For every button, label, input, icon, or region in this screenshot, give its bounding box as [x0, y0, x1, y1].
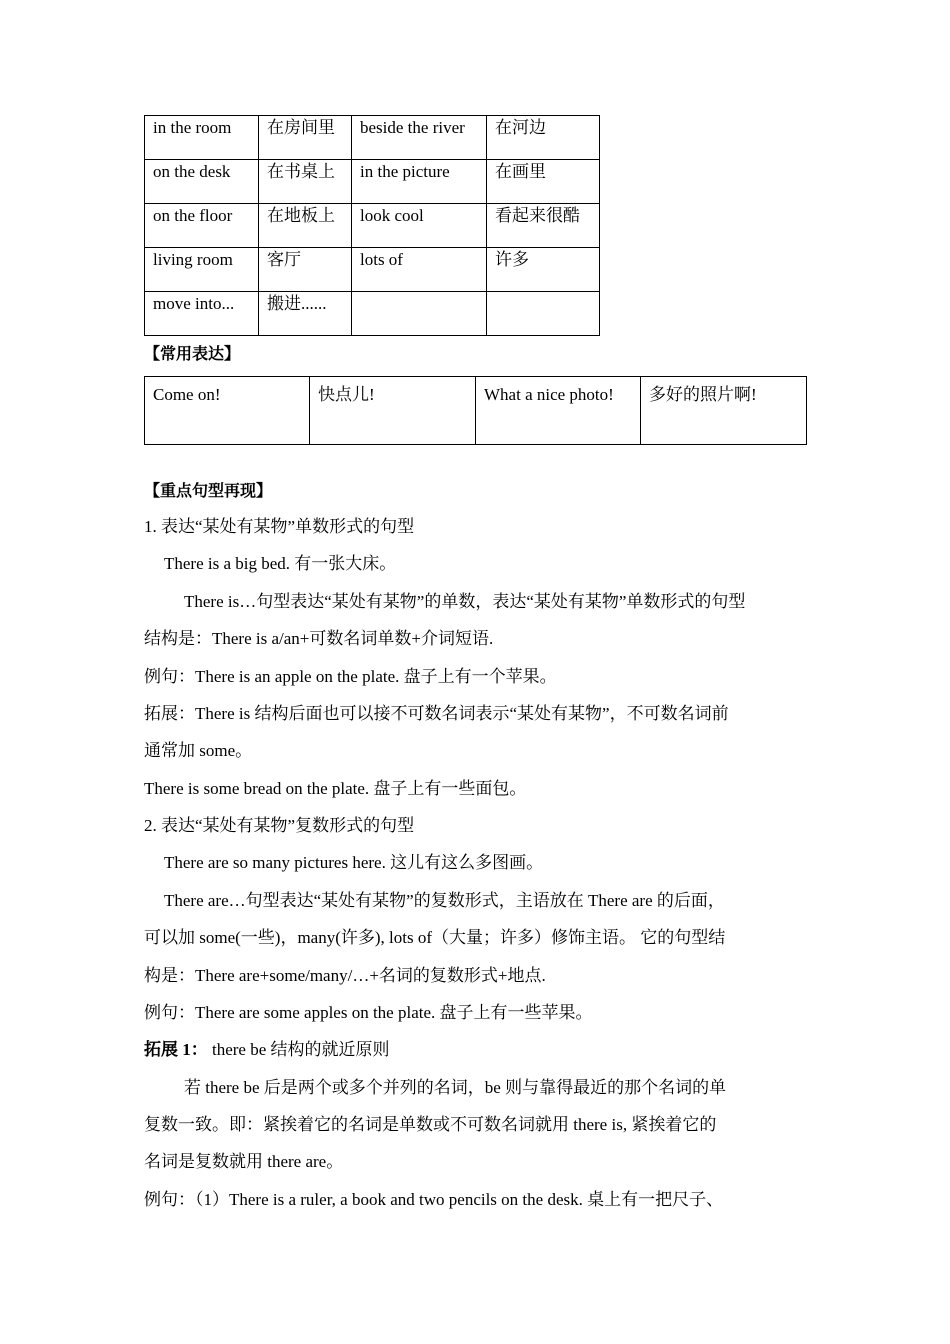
- expressions-heading: 【常用表达】: [144, 344, 241, 363]
- table-cell: Come on!: [145, 377, 310, 445]
- table-row: [145, 204, 600, 248]
- paragraph-line: 可以加 some(一些)，many(许多), lots of（大量；许多）修饰主语。 它的句型结: [144, 928, 726, 947]
- table-cell: 在河边: [487, 116, 600, 160]
- extension-1-title: there be 结构的就近原则: [212, 1040, 390, 1059]
- table-row: [145, 116, 600, 160]
- extension-1-line: [144, 1038, 808, 1062]
- vocabulary-table: [144, 115, 600, 336]
- section-2-title: 2. 表达“某处有某物”复数形式的句型: [144, 816, 415, 835]
- extension-1-label: 拓展 1：: [144, 1040, 208, 1059]
- table-cell: What a nice photo!: [476, 377, 641, 445]
- table-cell: [487, 292, 600, 336]
- table-cell: 在地板上: [259, 204, 352, 248]
- example-line: 例句：（1）There is a ruler, a book and two pencils on the desk. 桌上有一把尺子、: [144, 1190, 724, 1209]
- paragraph-line: 构是：There are+some/many/…+名词的复数形式+地点.: [144, 966, 546, 985]
- table-cell: 客厅: [259, 248, 352, 292]
- paragraph-line: There are…句型表达“某处有某物”的复数形式，主语放在 There are 的后面，: [164, 891, 725, 910]
- table-row: [145, 160, 600, 204]
- table-cell: living room: [145, 248, 259, 292]
- paragraph-line: There is…句型表达“某处有某物”的单数，表达“某处有某物”单数形式的句型: [184, 592, 746, 611]
- table-row: [145, 248, 600, 292]
- table-cell: 看起来很酷: [487, 204, 600, 248]
- table-row: [145, 292, 600, 336]
- paragraph-line: 名词是复数就用 there are。: [144, 1152, 344, 1171]
- table-cell: on the floor: [145, 204, 259, 248]
- table-cell: 在书桌上: [259, 160, 352, 204]
- table-cell: 快点儿!: [310, 377, 476, 445]
- table-cell: beside the river: [352, 116, 487, 160]
- example-sentence: There is a big bed. 有一张大床。: [164, 554, 397, 573]
- table-row: [145, 377, 807, 445]
- table-cell: move into...: [145, 292, 259, 336]
- table-cell: lots of: [352, 248, 487, 292]
- section-1-title: 1. 表达“某处有某物”单数形式的句型: [144, 517, 415, 536]
- paragraph-line: 若 there be 后是两个或多个并列的名词，be 则与靠得最近的那个名词的单: [184, 1078, 727, 1097]
- example-line: There is some bread on the plate. 盘子上有一些面包。: [144, 779, 527, 798]
- paragraph-line: 通常加 some。: [144, 741, 253, 760]
- paragraph-line: 结构是：There is a/an+可数名词单数+介词短语.: [144, 629, 494, 648]
- table-cell: 在画里: [487, 160, 600, 204]
- table-cell: 多好的照片啊!: [641, 377, 807, 445]
- example-line: 例句：There is an apple on the plate. 盘子上有一个苹果。: [144, 667, 557, 686]
- table-cell: in the room: [145, 116, 259, 160]
- paragraph-line: 复数一致。即：紧挨着它的名词是单数或不可数名词就用 there is, 紧挨着它的: [144, 1115, 717, 1134]
- expressions-table: [144, 376, 807, 445]
- table-cell: on the desk: [145, 160, 259, 204]
- paragraph-line: 拓展：There is 结构后面也可以接不可数名词表示“某处有某物”，不可数名词前: [144, 704, 729, 723]
- table-cell: [352, 292, 487, 336]
- table-cell: 许多: [487, 248, 600, 292]
- example-sentence: There are so many pictures here. 这儿有这么多图画。: [164, 853, 544, 872]
- table-cell: 在房间里: [259, 116, 352, 160]
- table-cell: 搬进......: [259, 292, 352, 336]
- table-cell: look cool: [352, 204, 487, 248]
- table-cell: in the picture: [352, 160, 487, 204]
- key-sentences-heading: 【重点句型再现】: [144, 481, 273, 500]
- example-line: 例句：There are some apples on the plate. 盘子上有一些苹果。: [144, 1003, 593, 1022]
